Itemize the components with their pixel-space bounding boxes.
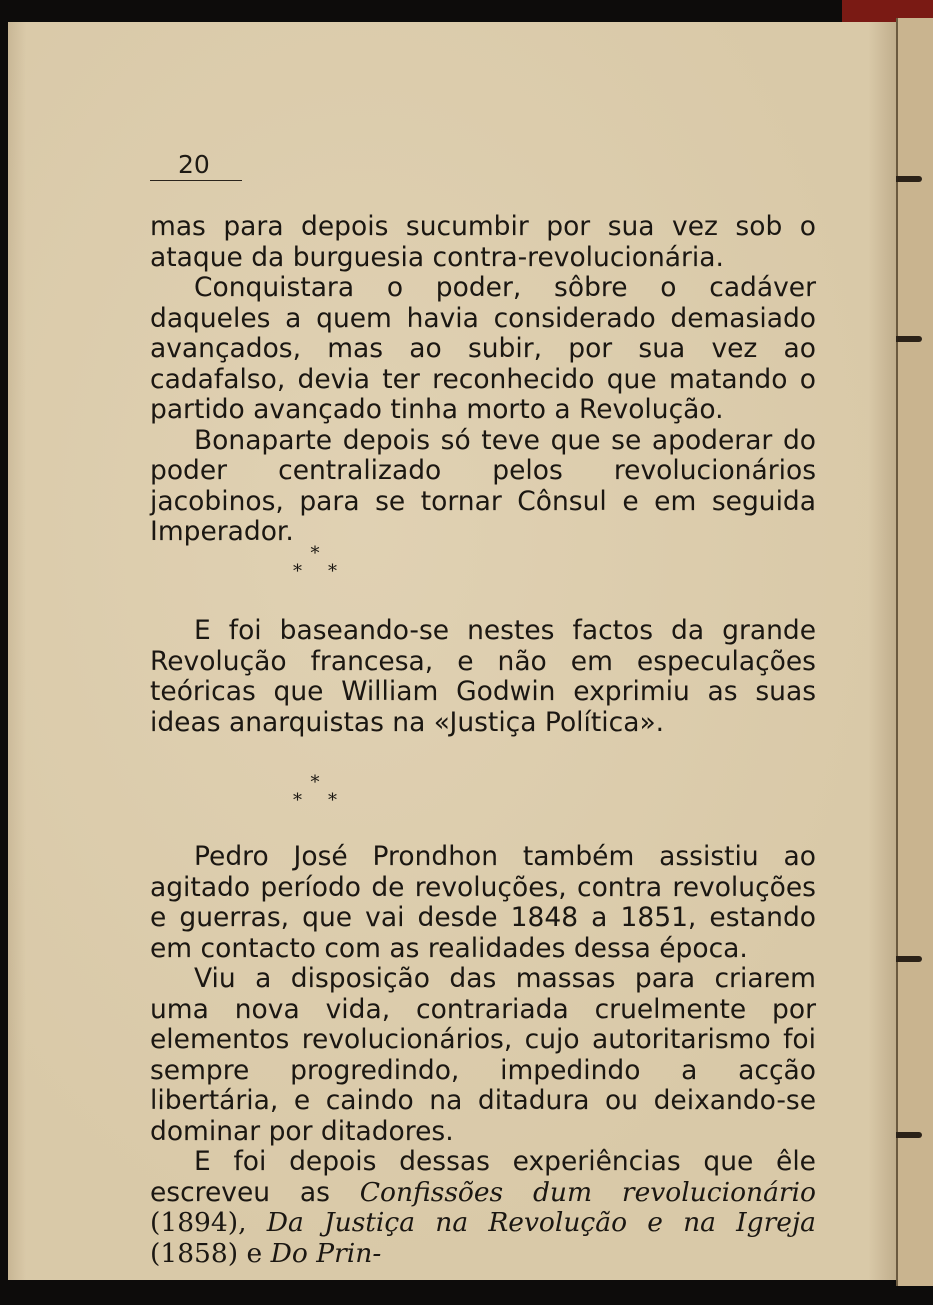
- paragraph-with-titles: [150, 1147, 816, 1269]
- paragraph: mas para depois sucumbir por sua vez sob o ataque da burguesia contra-revolucionária.: [150, 211, 816, 273]
- book-title: Confissões dum revolucionário: [359, 1176, 816, 1208]
- book-title: Do Prin-: [270, 1237, 382, 1269]
- page-number-rule: [150, 180, 242, 181]
- text-block-2: [150, 616, 816, 738]
- asterisk-bottom: **: [293, 561, 363, 582]
- adjacent-page-edge: [896, 18, 933, 1286]
- page-number: 20: [178, 150, 210, 179]
- section-separator: [150, 774, 480, 810]
- book-title: Da Justiça na Revolução e na Igreja: [266, 1207, 816, 1238]
- paragraph: Bonaparte depois só teve que se apoderar do poder centralizado pelos revolucionários jacobinos, para se tornar Cônsul e em seguida Imperador.: [150, 424, 816, 547]
- year: (1894),: [150, 1207, 247, 1238]
- paragraph: Viu a disposição das massas para criarem uma nova vida, contrariada cruelmente por elementos revolucionários, cujo autoritarismo foi sempre progredindo, impedindo a acção libertária, e caindo na ditadura ou deixando-se dominar por ditadores.: [150, 963, 816, 1147]
- year: (1858) e: [150, 1237, 263, 1269]
- paragraph: Conquistara o poder, sôbre o cadáver daqueles a quem havia considerado demasiado avançados, mas ao subir, por sua vez ao cadafalso, devia ter reconhecido que matando o partido avançado tinha morto a Revolução.: [150, 272, 816, 425]
- paragraph-text: E foi depois dessas experiências que êle escreveu as: [150, 1146, 816, 1208]
- book-page: [8, 22, 896, 1280]
- paragraph: E foi baseando-se nestes factos da grande Revolução francesa, e não em especulações teóricas que William Godwin exprimiu as suas ideas anarquistas na «Justiça Política».: [150, 615, 816, 738]
- paragraph: Pedro José Prondhon também assistiu ao agitado período de revoluções, contra revoluções e guerras, que vai desde 1848 a 1851, estando em contacto com as realidades dessa época.: [150, 841, 816, 964]
- asterisk-top: *: [310, 772, 320, 793]
- text-block-3: [150, 842, 816, 1269]
- text-block-1: [150, 212, 816, 548]
- section-separator: [150, 545, 480, 581]
- asterisk-top: *: [310, 543, 320, 564]
- asterisk-bottom: **: [293, 790, 363, 811]
